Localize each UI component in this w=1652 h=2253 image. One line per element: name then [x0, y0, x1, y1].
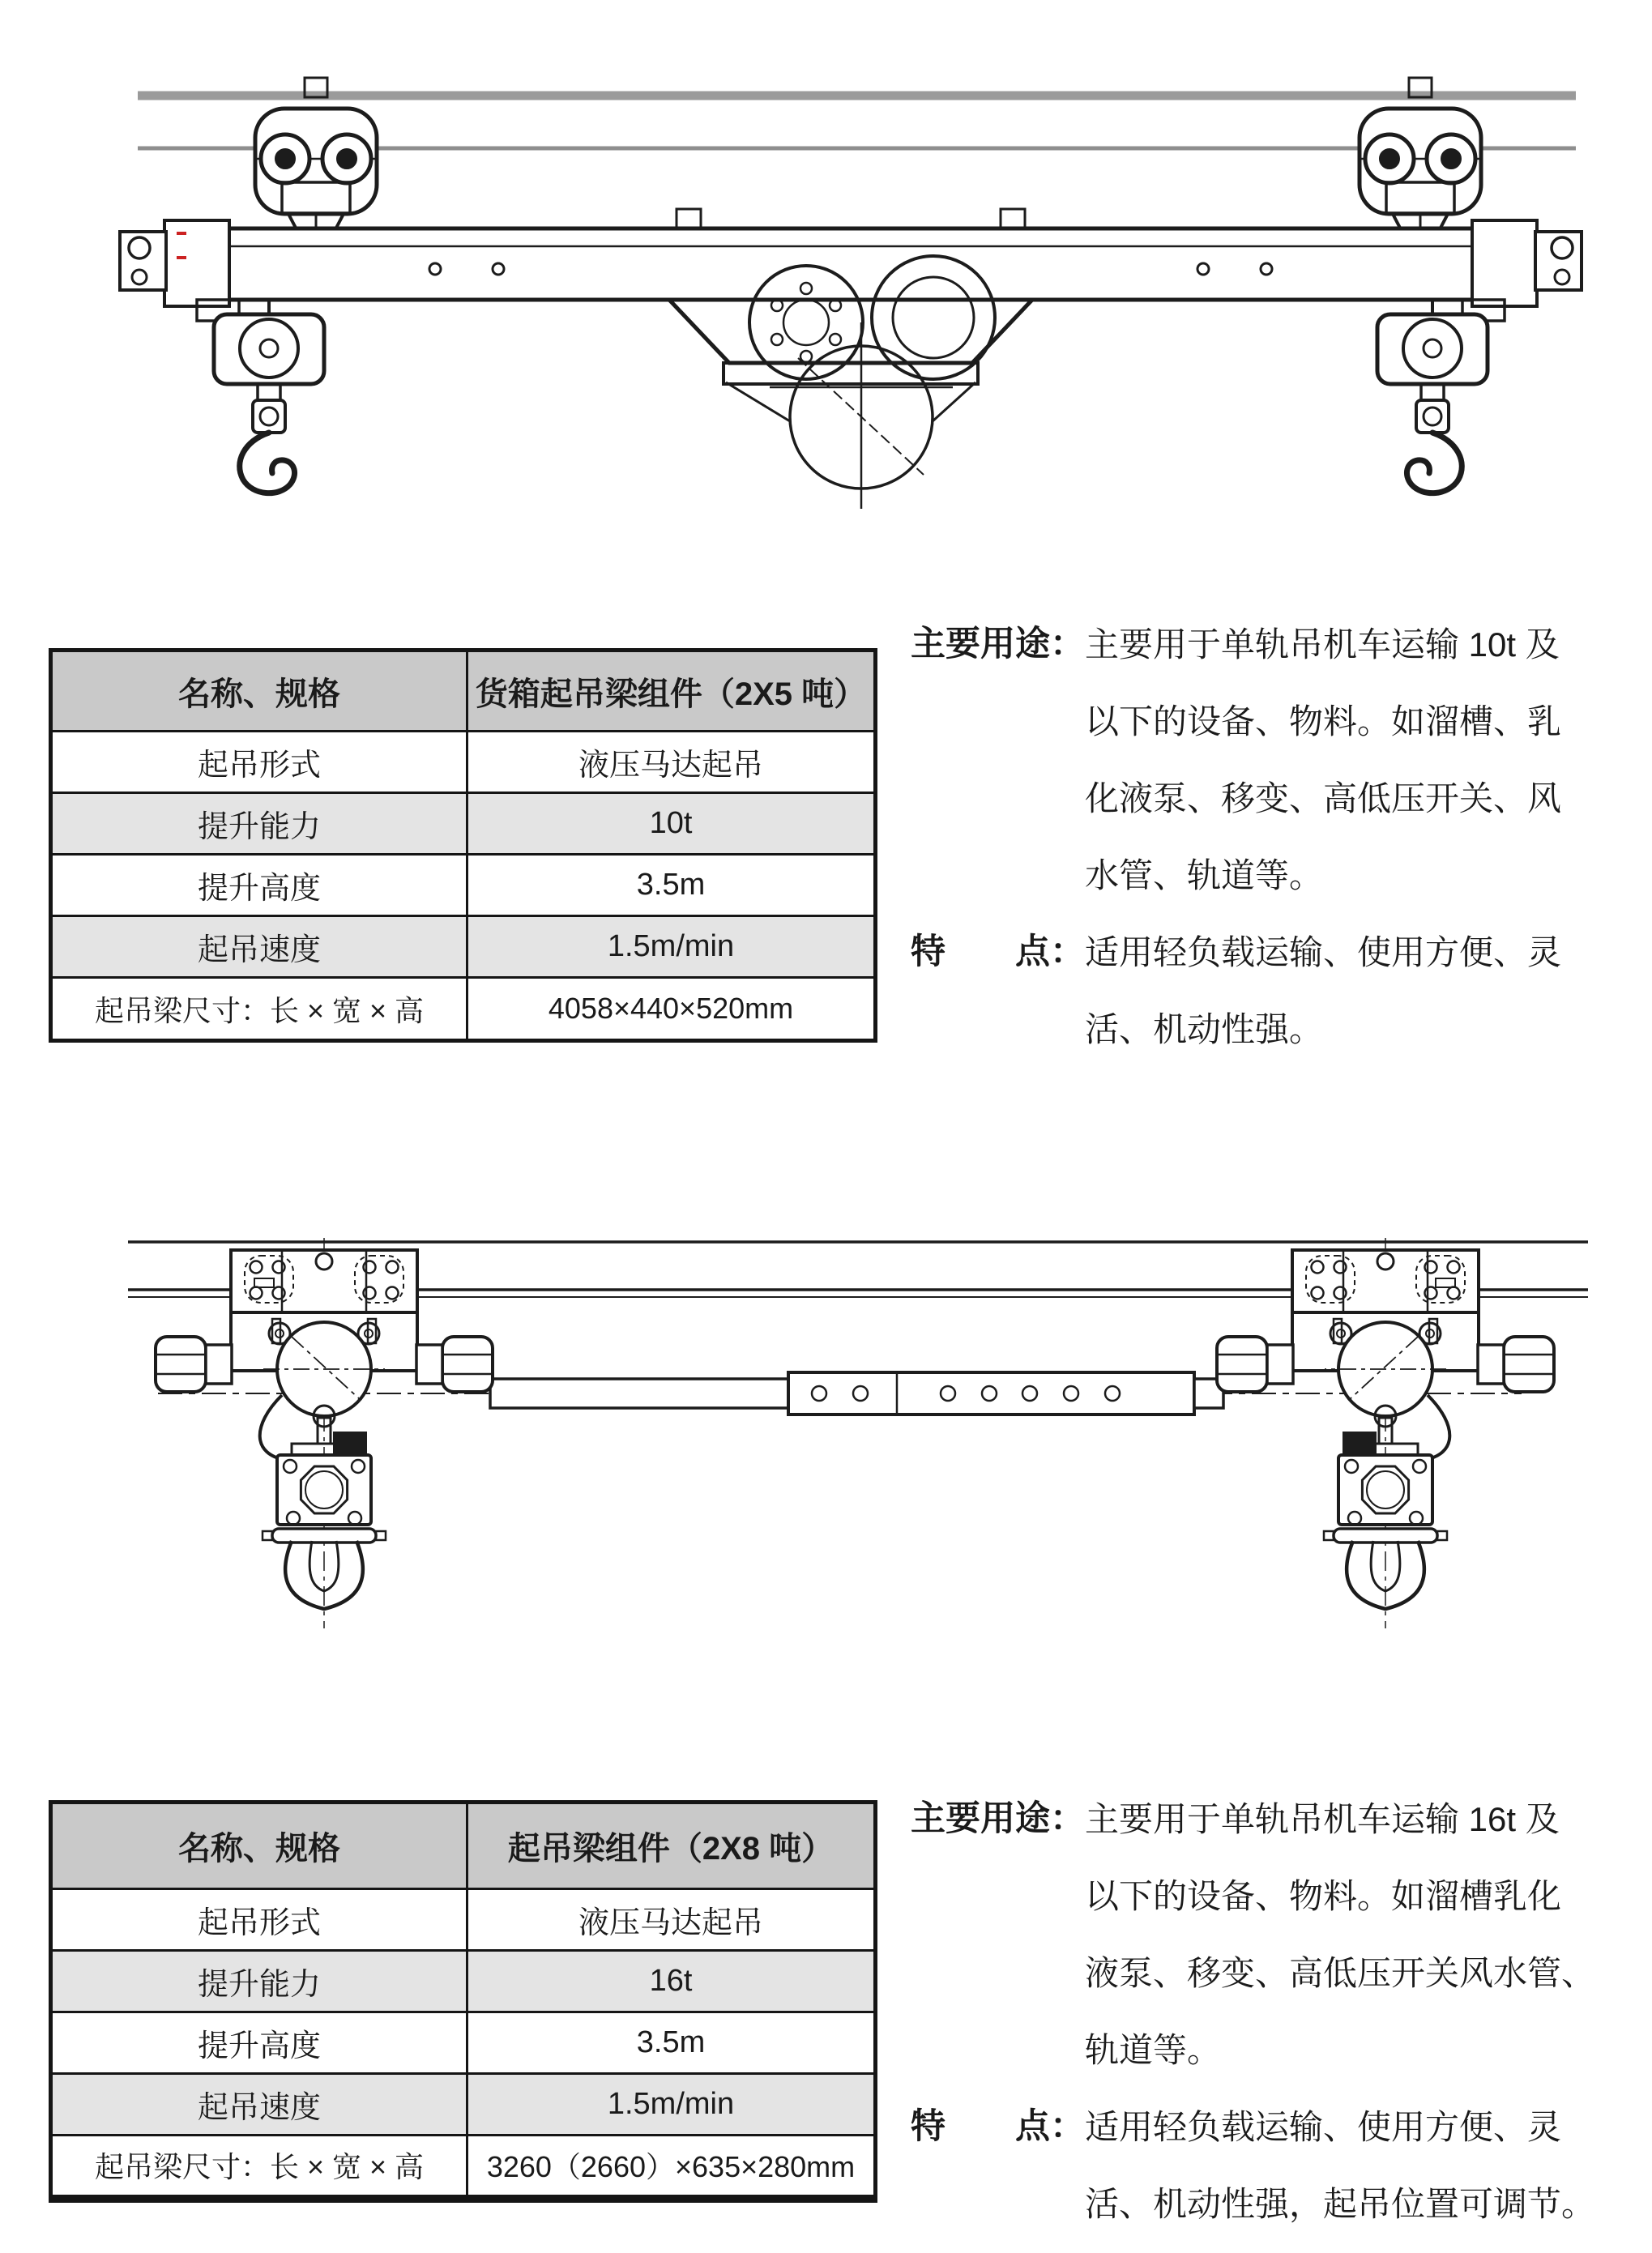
features-label-right: 点：: [1015, 2107, 1085, 2146]
spec-value-cell: 10t: [467, 793, 876, 855]
beam-end-right-icon: [1462, 220, 1582, 321]
hoist-hook-left-icon: [214, 300, 324, 493]
spec-value-cell: 4058×440×520mm: [467, 978, 876, 1041]
header-value-cell: 货箱起吊梁组件（2X5 吨）: [467, 651, 876, 732]
table-row: [51, 1889, 876, 1951]
features-line: 活、机动性强，起吊位置可调节。: [1085, 2185, 1596, 2223]
table-row: [51, 916, 876, 978]
spec-value-cell: 16t: [467, 1951, 876, 2012]
spec-value-cell: 液压马达起吊: [467, 732, 876, 793]
table-row: [51, 1951, 876, 2012]
beam-end-left-icon: [120, 220, 239, 321]
spec-table-2x8: [49, 1800, 877, 2203]
spec-label-cell: 提升高度: [51, 2012, 467, 2074]
features-label-right: 点：: [1015, 932, 1085, 971]
usage-label: 主要用途：: [911, 625, 1085, 664]
usage-line: 化液泵、移变、高低压开关、风: [1085, 779, 1562, 817]
spec-value-cell: 3.5m: [467, 2012, 876, 2074]
usage-line: 以下的设备、物料。如溜槽乳化: [1085, 1877, 1562, 1915]
table-header-row: [51, 651, 876, 732]
table-header-row: [51, 1803, 876, 1889]
table-row: [51, 732, 876, 793]
usage-paragraph: [911, 1781, 1640, 2089]
usage-text: [1085, 1781, 1595, 2089]
spec-label-cell: 提升能力: [51, 1951, 467, 2012]
usage-line: 以下的设备、物料。如溜槽、乳: [1085, 702, 1562, 740]
spec-label-cell: 起吊梁尺寸：长 × 宽 × 高: [51, 2136, 467, 2199]
spec-label-cell: 起吊速度: [51, 2074, 467, 2136]
features-paragraph: [911, 914, 1640, 1068]
features-text: [1085, 914, 1561, 1068]
usage-text: [1085, 606, 1561, 914]
spec-value-cell: 1.5m/min: [467, 916, 876, 978]
usage-line: 轨道等。: [1085, 2031, 1222, 2069]
features-text: [1085, 2089, 1595, 2242]
usage-line: 主要用于单轨吊机车运输 16t 及: [1085, 1800, 1560, 1838]
spec-value-cell: 3.5m: [467, 855, 876, 916]
table-row: [51, 2136, 876, 2199]
spec-label-cell: 起吊梁尺寸：长 × 宽 × 高: [51, 978, 467, 1041]
features-line: 适用轻负载运输、使用方便、灵: [1085, 933, 1562, 971]
table-row: [51, 2012, 876, 2074]
features-label-left: 特: [911, 2107, 946, 2146]
features-label: [911, 914, 1085, 991]
features-paragraph: [911, 2089, 1640, 2242]
spec-value-cell: 3260（2660）×635×280mm: [467, 2136, 876, 2199]
table-row: [51, 855, 876, 916]
spec-label-cell: 提升能力: [51, 793, 467, 855]
header-value-cell: 起吊梁组件（2X8 吨）: [467, 1803, 876, 1889]
usage-paragraph: [911, 606, 1640, 914]
table-row: [51, 793, 876, 855]
usage-line: 液泵、移变、高低压开关风水管、: [1085, 1954, 1596, 1992]
spec-label-cell: 起吊形式: [51, 732, 467, 793]
spec-label-cell: 起吊速度: [51, 916, 467, 978]
spec-label-cell: 起吊形式: [51, 1889, 467, 1951]
description-2x5: [911, 606, 1640, 1068]
usage-line: 水管、轨道等。: [1085, 856, 1324, 894]
header-name-cell: 名称、规格: [51, 651, 467, 732]
spec-value-cell: 液压马达起吊: [467, 1889, 876, 1951]
drawing-beam-2x5: [0, 0, 1652, 567]
description-2x8: [911, 1781, 1640, 2242]
features-label: [911, 2089, 1085, 2166]
header-name-cell: 名称、规格: [51, 1803, 467, 1889]
hoist-hook-right-icon: [1377, 300, 1488, 493]
features-label-left: 特: [911, 932, 946, 971]
usage-line: 主要用于单轨吊机车运输 10t 及: [1085, 625, 1560, 664]
drawing-beam-2x8: [0, 1175, 1652, 1661]
table-row: [51, 978, 876, 1041]
spec-value-cell: 1.5m/min: [467, 2074, 876, 2136]
spec-label-cell: 提升高度: [51, 855, 467, 916]
features-line: 活、机动性强。: [1085, 1010, 1324, 1048]
spec-table-2x5: [49, 648, 877, 1043]
features-line: 适用轻负载运输、使用方便、灵: [1085, 2108, 1562, 2146]
table-row: [51, 2074, 876, 2136]
usage-label: 主要用途：: [911, 1799, 1085, 1838]
